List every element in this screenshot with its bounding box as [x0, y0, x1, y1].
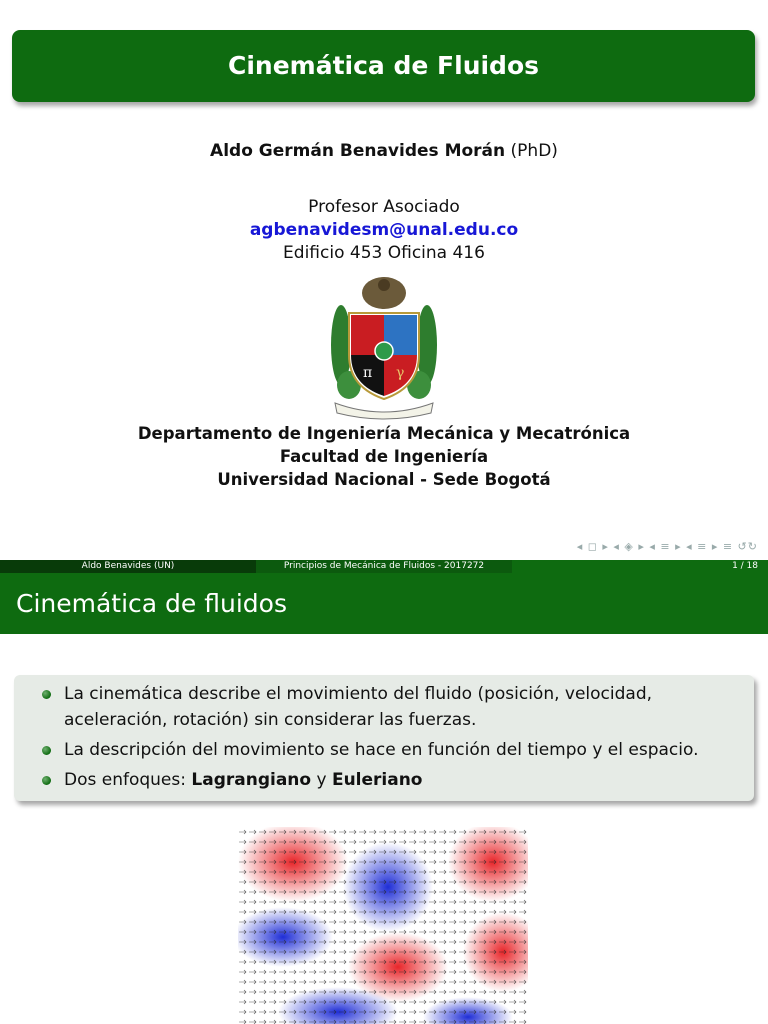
bullet-text: La cinemática describe el movimiento del fluido (posición, velocidad, aceleración, rotación) sin considerar las fuerzas. [64, 684, 653, 730]
slide2-title: Cinemática de fluidos [16, 589, 287, 618]
bullet-list [42, 681, 742, 797]
flow-field-image [238, 827, 528, 1024]
bullet-icon [42, 776, 51, 785]
department: Departamento de Ingeniería Mecánica y Mecatrónica [137, 424, 631, 443]
university: Universidad Nacional - Sede Bogotá [217, 470, 551, 489]
author-info [0, 196, 768, 265]
author-degree: (PhD) [510, 141, 558, 161]
author-office: Edificio 453 Oficina 416 [283, 243, 485, 263]
footer-page-number: 1 / 18 [512, 560, 768, 573]
author-position: Profesor Asociado [308, 197, 460, 217]
slide-footer [0, 560, 768, 573]
lagrangian-term: Lagrangiano [191, 770, 312, 790]
university-crest-icon [329, 275, 439, 420]
bullet-icon [42, 690, 51, 699]
footer-author: Aldo Benavides (UN) [0, 560, 256, 573]
author-name: Aldo Germán Benavides Morán [210, 141, 506, 161]
list-item [42, 681, 742, 733]
slide-title: Cinemática de Fluidos [227, 51, 540, 80]
footer-course: Principios de Mecánica de Fluidos - 2017272 [256, 560, 512, 573]
bullet-icon [42, 746, 51, 755]
svg-text:π: π [363, 365, 373, 381]
content-block [14, 675, 754, 801]
faculty: Facultad de Ingeniería [279, 447, 489, 466]
affiliation [0, 422, 768, 491]
bullet-text-prefix: Dos enfoques: [64, 770, 192, 790]
list-item [42, 767, 742, 793]
author-email-link[interactable]: agbenavidesm@unal.edu.co [249, 220, 519, 240]
bullet-text-mid: y [311, 770, 332, 790]
svg-text:γ: γ [396, 365, 405, 381]
eulerian-term: Euleriano [331, 770, 423, 790]
beamer-navigation-controls[interactable]: ◂ ◻ ▸ ◂ ◈ ▸ ◂ ≡ ▸ ◂ ≡ ▸ ≡ ↺↻ [576, 540, 758, 553]
author-line [0, 141, 768, 161]
bullet-text: La descripción del movimiento se hace en función del tiempo y el espacio. [64, 740, 699, 760]
title-banner [12, 30, 755, 102]
list-item [42, 737, 742, 763]
slide2-header [0, 573, 768, 634]
